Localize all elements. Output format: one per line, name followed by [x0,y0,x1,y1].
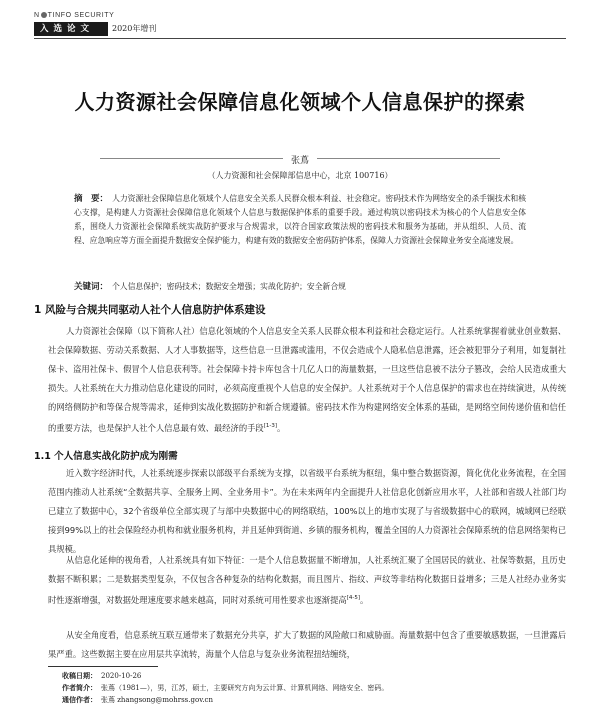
abstract [74,192,526,248]
keywords-label: 关键词： [74,282,109,292]
brand-circle-icon [41,12,47,18]
issue-label: 2020年增刊 [112,24,157,33]
paragraph-3: 从信息化延伸的视角看，人社系统具有如下特征：一是个人信息数据量不断增加，人社系统汇聚了全国居民的就业、社保等数据，且历史数据不断积累；二是数据类型复杂，不仅包含各种复杂的结构化数据，而且图片、指纹、声纹等非结构化数据日益增多；三是人社经办业务实时性逐渐增强，对数据处理速度要求越来越高，同时对系统可用性要求也逐渐提高[4-5]。 [48,555,566,605]
citation-ref: [4-5] [346,595,360,601]
journal-brand: N TINFO SECURITY [34,12,115,19]
author-bio: 作者简介： 张蔦（1981—），男，江苏，硕士，主要研究方向为云计算、计算机网络、网络安全、密码。 [62,684,389,692]
keywords-text: 个人信息保护；密码技术；数据安全增强；实战化防护；安全新合规 [112,282,346,291]
citation-ref: [1-3] [263,423,278,429]
keywords [74,280,526,294]
section-1-1-heading: 1.1 个人信息实战化防护成为刚需 [34,451,178,462]
section-1-heading: 1 风险与合规共同驱动人社个人信息防护体系建设 [34,304,266,316]
author-name: 张蔦 [283,156,317,166]
abstract-label: 摘 要： [74,194,109,204]
affiliation: （人力资源和社会保障部信息中心，北京 100716） [207,171,393,180]
received-date: 收稿日期： 2020-10-26 [62,672,142,680]
header-rule [34,38,566,39]
footnote-rule [48,666,158,667]
paragraph-4: 从安全角度看，信息系统互联互通带来了数据充分共享，扩大了数据的风险敞口和威胁面。海量数据中包含了重要敏感数据，一旦泄露后果严重。这些数据主要在应用层共享流转，海量个人信息与复杂业务流程扭结缠绕， [48,630,566,659]
article-title: 人力资源社会保障信息化领域个人信息保护的探索 [74,90,526,114]
paragraph-2: 近入数字经济时代，人社系统逐步探索以部级平台系统为支撑，以省级平台系统为枢纽，集中整合数据资源，简化优化业务流程，在全国范围内推动人社系统“全数据共享、全服务上网、全业务用卡”。为在未来两年内全面提升人社信息化创新应用水平，人社部和省级人社部门均已建立了数据中心，32个省级单位全部实现了与部中央数据中心的网络联结，100%以上的地市实现了与省级数据中心的联网，城域网已经联接到99%以上的社会保险经办机构和就业服务机构，并且延伸到街道、乡镇的服务机构，覆盖全国的人力资源社会保障系统的信息网络架构已具规模。 [48,468,566,554]
abstract-text: 人力资源社会保障信息化领域个人信息安全关系人民群众根本利益、社会稳定。密码技术作为网络安全的杀手锏技术和核心支撑，是构建人力资源社会保障信息化领域个人信息与数据保护体系的重要手段。通过构筑以密码技术为核心的个人信息安全体系，围绕人力资源社会保障系统实战防护要求与合规需求，以符合国家政策法规的密码技术和服务为基础，并从组织、人员、流程、应急响应等方面全面提升数据安全保护能力，构建有效的数据安全密码防护体系，保障人力资源社会保障业务安全高速发展。 [74,194,526,245]
corresponding-author: 通信作者： 张蔦 zhangsong@mohrss.gov.cn [62,696,213,704]
paragraph-1: 人力资源社会保障（以下简称人社）信息化领域的个人信息安全关系人民群众根本利益和社会稳定运行。人社系统掌握着就业创业数据、社会保障数据、劳动关系数据、人才人事数据等，这些信息一旦泄露或滥用，不仅会造成个人隐私信息泄露，还会被犯罪分子利用，如复制社保卡、盗用社保卡、假冒个人信息获利等。社会保障卡持卡库包含十几亿人口的海量数据，一旦这些信息被不法分子篡改，会给人民造成重大损失。人社系统在大力推动信息化建设的同时，必须高度重视个人信息的安全保护。人社系统对于个人信息保护的需求也在持续演进，从传统的网络侧防护和等保合规等需求，延伸到实战化数据防护和新合规遵循。密码技术作为构建网络安全体系的基础，是网络空间传递价值和信任的重要方法，也是保护人社个人信息最有效、最经济的手段[1-3]。 [48,326,566,433]
author-line [0,153,600,166]
journal-header [0,10,600,50]
section-tag: 入选论文 [34,22,108,36]
